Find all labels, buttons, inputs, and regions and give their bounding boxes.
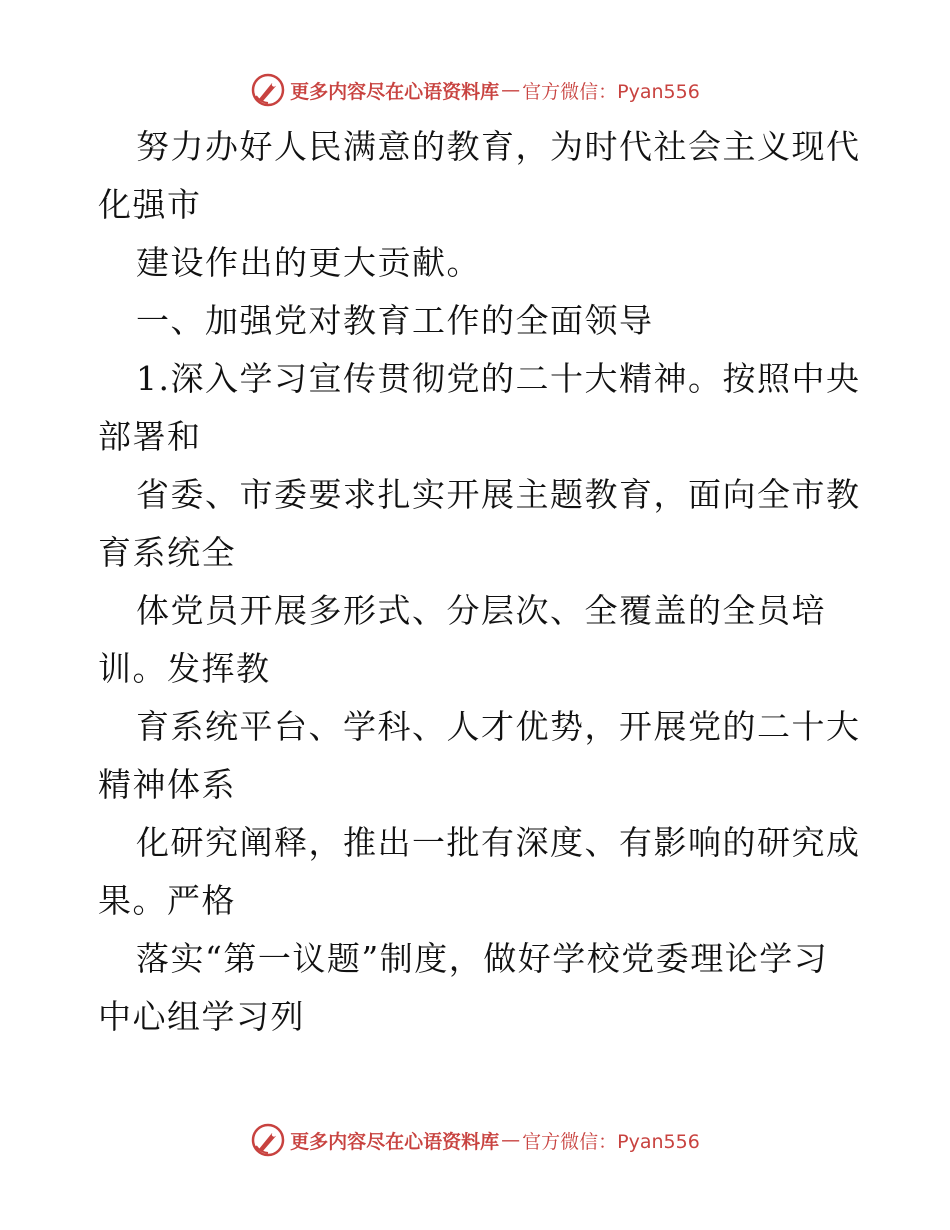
- body-line: 建设作出的更大贡献。: [136, 243, 481, 282]
- body-line: 1.深入学习宣传贯彻党的二十大精神。按照中央: [136, 359, 861, 398]
- watermark-brand: 更多内容尽在心语资料库: [290, 1130, 500, 1153]
- watermark-contact: 官方微信：Pyan556: [522, 80, 700, 103]
- document-body: [98, 118, 861, 1046]
- body-line: 中心组学习列: [98, 997, 305, 1036]
- section-heading: 一、加强党对教育工作的全面领导: [136, 301, 654, 340]
- watermark-dash: —: [501, 79, 521, 101]
- body-line: 努力办好人民满意的教育，为时代社会主义现代: [136, 127, 861, 166]
- body-line: 化研究阐释，推出一批有深度、有影响的研究成: [136, 823, 861, 862]
- body-line: 果。严格: [98, 881, 236, 920]
- footer-watermark: [0, 1120, 950, 1160]
- body-line: 育系统平台、学科、人才优势，开展党的二十大: [136, 707, 861, 746]
- watermark-brand: 更多内容尽在心语资料库: [290, 80, 500, 103]
- body-line: 育系统全: [98, 533, 236, 572]
- watermark-contact: 官方微信：Pyan556: [522, 1130, 700, 1153]
- fountain-pen-logo-icon: [250, 72, 286, 108]
- body-line: 体党员开展多形式、分层次、全覆盖的全员培: [136, 591, 826, 630]
- body-line: 省委、市委要求扎实开展主题教育，面向全市教: [136, 475, 861, 514]
- body-line: 训。发挥教: [98, 649, 271, 688]
- header-watermark: [0, 70, 950, 110]
- body-line: 化强市: [98, 185, 202, 224]
- fountain-pen-logo-icon: [250, 1122, 286, 1158]
- body-line: 精神体系: [98, 765, 236, 804]
- body-line: 部署和: [98, 417, 202, 456]
- body-line: 落实“第一议题”制度，做好学校党委理论学习: [136, 939, 829, 978]
- watermark-dash: —: [501, 1129, 521, 1151]
